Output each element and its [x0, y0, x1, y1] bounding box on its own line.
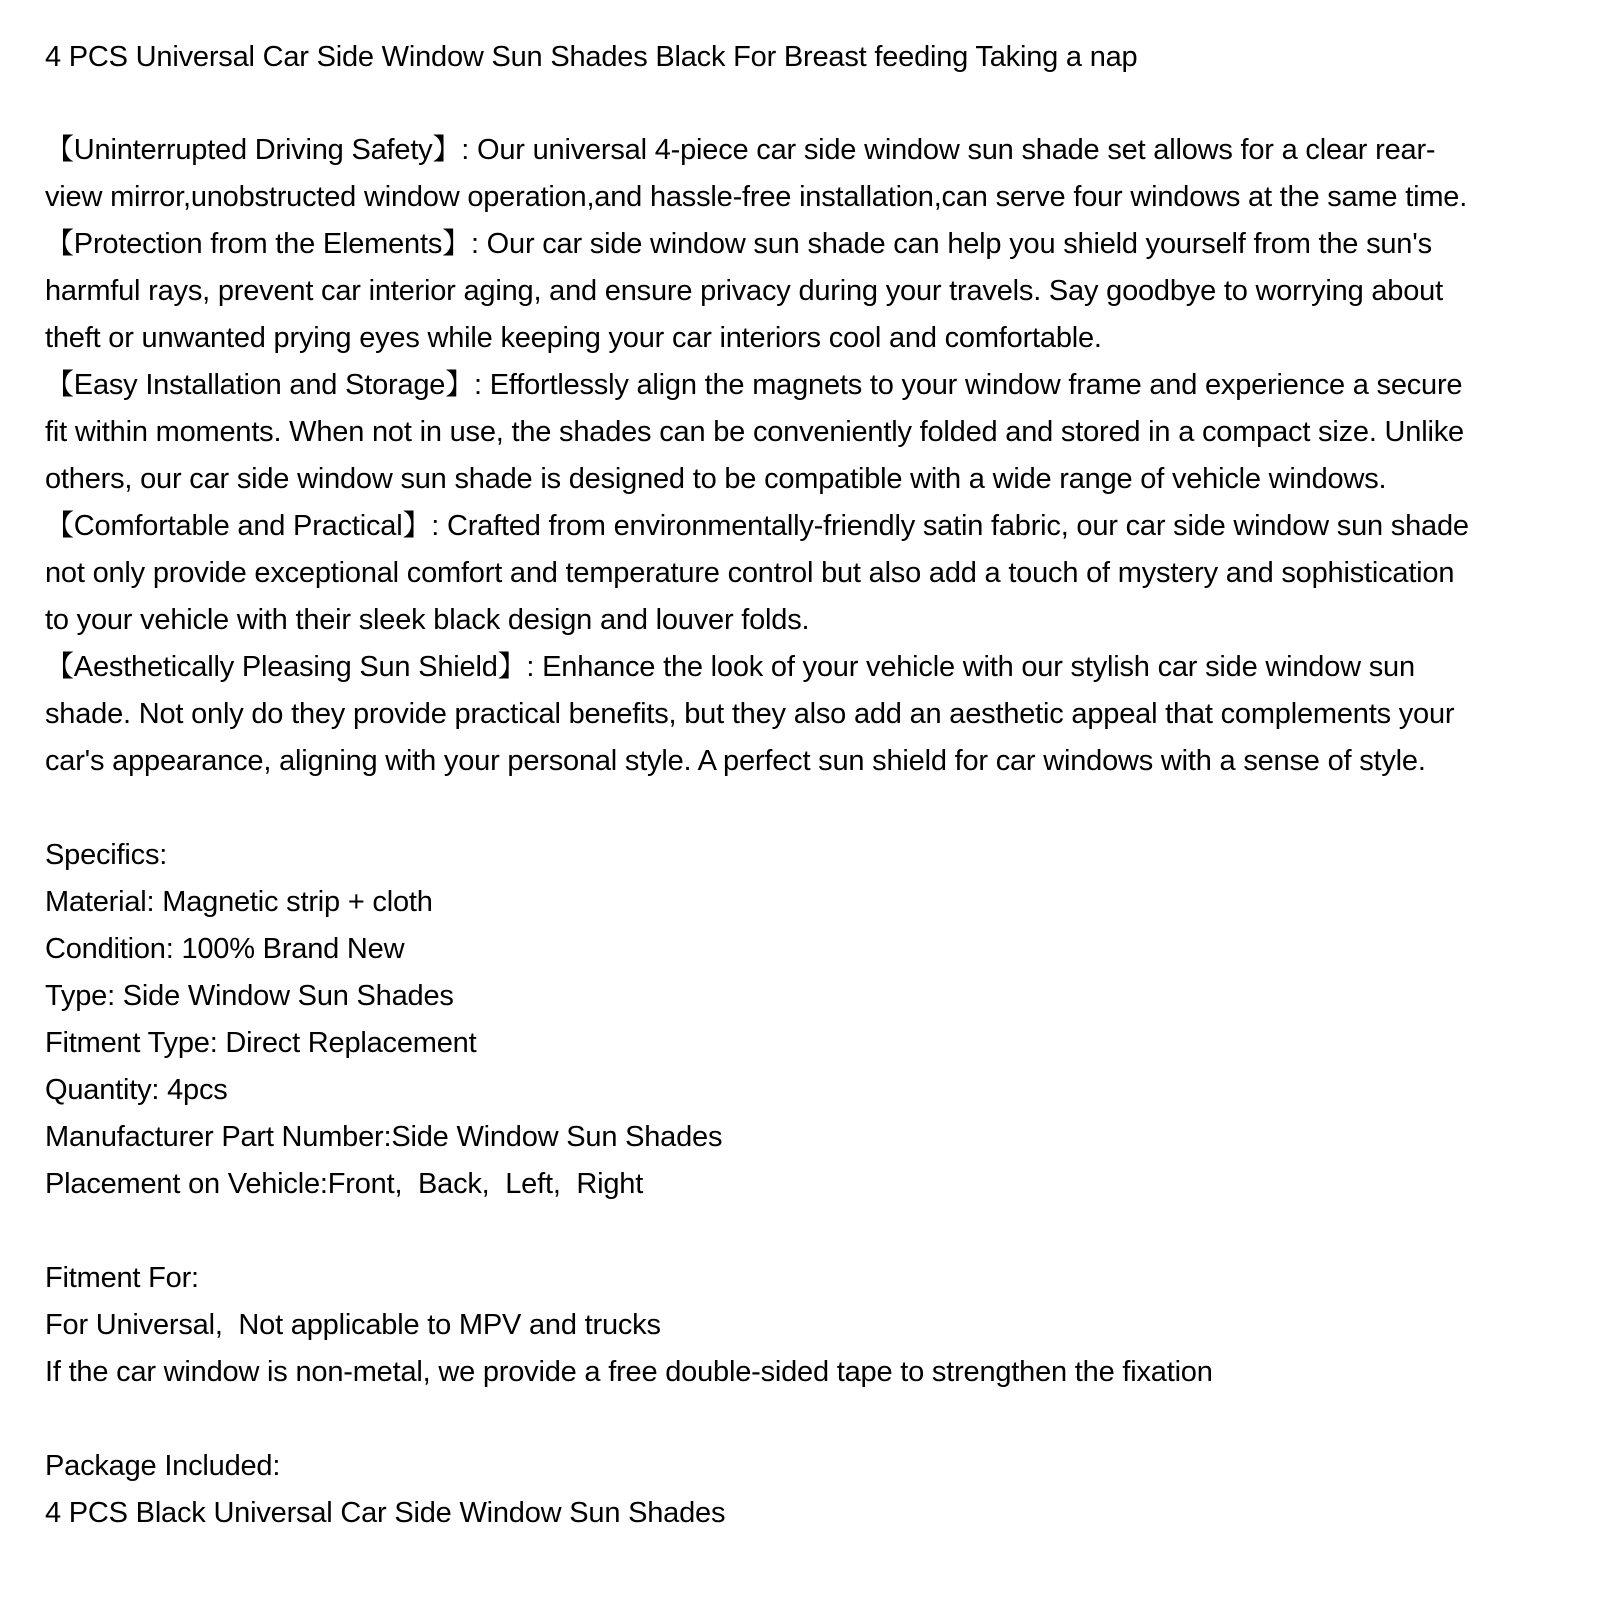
feature-line: 【Comfortable and Practical】: Crafted from environmentally-friendly satin fabric, our car side window sun shade: [45, 510, 1469, 542]
feature-line: to your vehicle with their sleek black design and louver folds.: [45, 604, 810, 636]
feature-line: fit within moments. When not in use, the shades can be conveniently folded and stored in a compact size. Unlike: [45, 416, 1464, 448]
package-section: [45, 1443, 1556, 1537]
feature-line: others, our car side window sun shade is designed to be compatible with a wide range of vehicle windows.: [45, 463, 1387, 495]
feature-line: 【Uninterrupted Driving Safety】: Our universal 4-piece car side window sun shade set allows for a clear rear-: [45, 134, 1436, 166]
spec-placement: Placement on Vehicle:Front, Back, Left, Right: [45, 1168, 644, 1200]
fitment-line: For Universal, Not applicable to MPV and trucks: [45, 1309, 661, 1341]
spec-part-number: Manufacturer Part Number:Side Window Sun Shades: [45, 1121, 723, 1153]
spec-fitment-type: Fitment Type: Direct Replacement: [45, 1027, 477, 1059]
feature-line: 【Protection from the Elements】: Our car side window sun shade can help you shield yourself from the sun's: [45, 228, 1432, 260]
fitment-line: If the car window is non-metal, we provide a free double-sided tape to strengthen the fixation: [45, 1356, 1213, 1388]
package-line: 4 PCS Black Universal Car Side Window Sun Shades: [45, 1497, 726, 1529]
feature-line: view mirror,unobstructed window operation,and hassle-free installation,can serve four windows at the same time.: [45, 181, 1468, 213]
specifics-heading: Specifics:: [45, 839, 168, 871]
spec-condition: Condition: 100% Brand New: [45, 933, 405, 965]
fitment-section: [45, 1255, 1556, 1396]
feature-line: theft or unwanted prying eyes while keeping your car interiors cool and comfortable.: [45, 322, 1102, 354]
feature-line: car's appearance, aligning with your personal style. A perfect sun shield for car windows with a sense of style.: [45, 745, 1426, 777]
specifics-section: [45, 832, 1556, 1208]
feature-line: 【Aesthetically Pleasing Sun Shield】: Enhance the look of your vehicle with our stylish car side window sun: [45, 651, 1415, 683]
package-heading: Package Included:: [45, 1450, 281, 1482]
spec-material: Material: Magnetic strip + cloth: [45, 886, 433, 918]
spec-quantity: Quantity: 4pcs: [45, 1074, 228, 1106]
feature-line: harmful rays, prevent car interior aging, and ensure privacy during your travels. Say goodbye to worrying about: [45, 275, 1443, 307]
feature-line: 【Easy Installation and Storage】: Effortlessly align the magnets to your window frame and experience a secure: [45, 369, 1463, 401]
product-title: 4 PCS Universal Car Side Window Sun Shades Black For Breast feeding Taking a nap: [45, 41, 1138, 73]
spec-type: Type: Side Window Sun Shades: [45, 980, 454, 1012]
feature-line: shade. Not only do they provide practical benefits, but they also add an aesthetic appeal that complements your: [45, 698, 1455, 730]
features-section: [45, 127, 1556, 785]
feature-line: not only provide exceptional comfort and temperature control but also add a touch of mystery and sophistication: [45, 557, 1455, 589]
fitment-heading: Fitment For:: [45, 1262, 199, 1294]
